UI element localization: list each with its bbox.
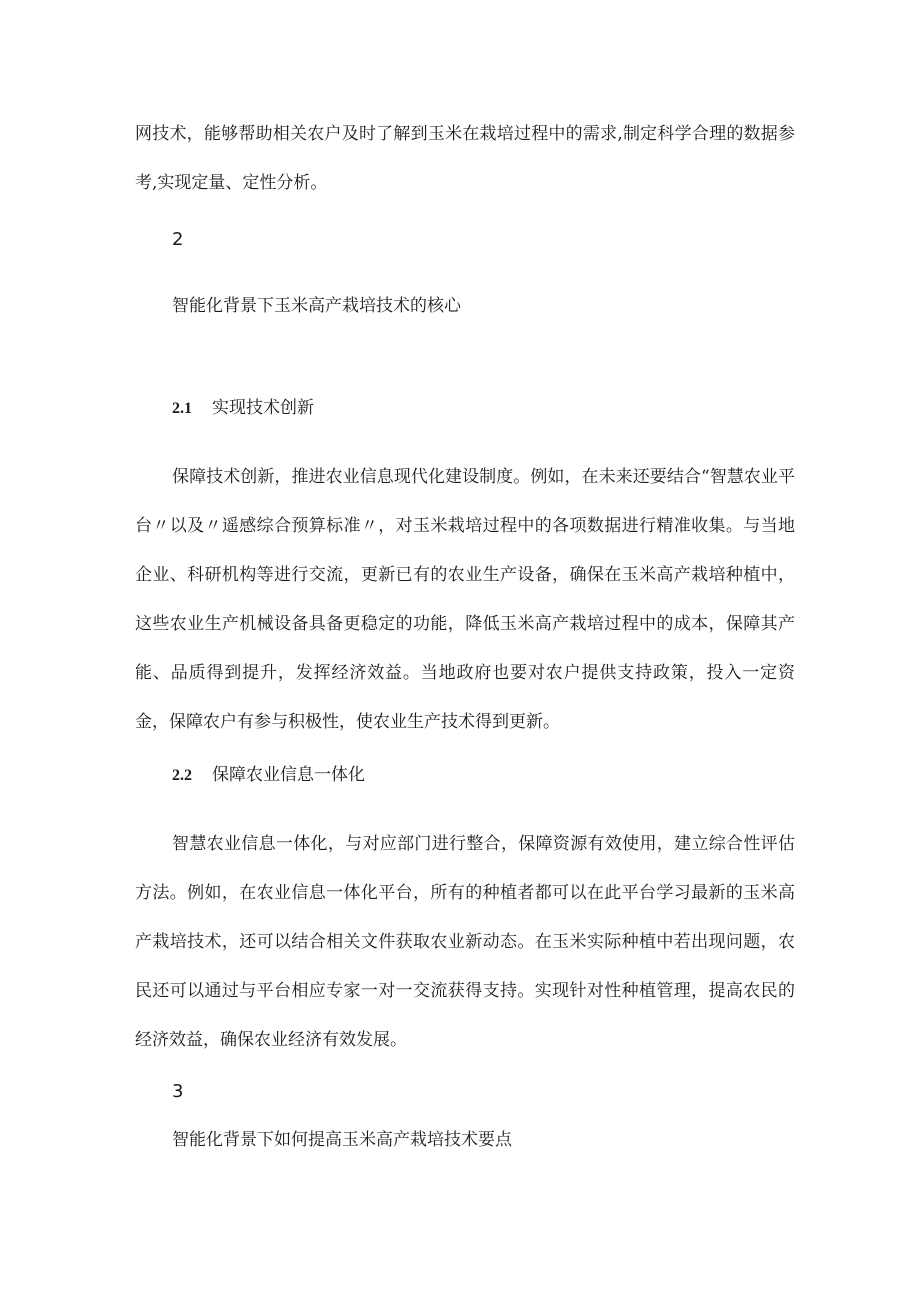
intro-paragraph: 网技术，能够帮助相关农户及时了解到玉米在栽培过程中的需求,制定科学合理的数据参考,实现定量、定性分析。 xyxy=(135,124,795,193)
section-2-1-title: 实现技术创新 xyxy=(212,398,314,418)
section-2-2-title: 保障农业信息一体化 xyxy=(212,765,365,785)
section-2-1-paragraph: 保障技术创新，推进农业信息现代化建设制度。例如，在未来还要结合“智慧农业平台〃以及〃遥感综合预算标准〃，对玉米栽培过程中的各项数据进行精准收集。与当地企业、科研机构等进行交流，更新已有的农业生产设备，确保在玉米高产栽培种植中，这些农业生产机械设备具备更稳定的功能，降低玉米高产栽培过程中的成本，保障其产能、品质得到提升，发挥经济效益。当地政府也要对农户提供支持政策，投入一定资金，保障农户有参与积极性，使农业生产技术得到更新。 xyxy=(135,467,795,732)
section-2-2-heading xyxy=(172,763,365,788)
section-2-1-heading xyxy=(172,396,314,421)
section-3-number: 3 xyxy=(172,1081,184,1102)
section-2-2-number: 2.2 xyxy=(172,767,192,784)
section-3-title: 智能化背景下如何提高玉米高产栽培技术要点 xyxy=(172,1130,512,1150)
section-2-2-paragraph: 智慧农业信息一体化，与对应部门进行整合，保障资源有效使用，建立综合性评估方法。例如，在农业信息一体化平台，所有的种植者都可以在此平台学习最新的玉米高产栽培技术，还可以结合相关文件获取农业新动态。在玉米实际种植中若出现问题，农民还可以通过与平台相应专家一对一交流获得支持。实现针对性种植管理，提高农民的经济效益，确保农业经济有效发展。 xyxy=(135,834,795,1050)
section-2-title: 智能化背景下玉米高产栽培技术的核心 xyxy=(172,296,461,316)
section-2-1-number: 2.1 xyxy=(172,400,192,417)
section-2-number: 2 xyxy=(172,229,184,250)
